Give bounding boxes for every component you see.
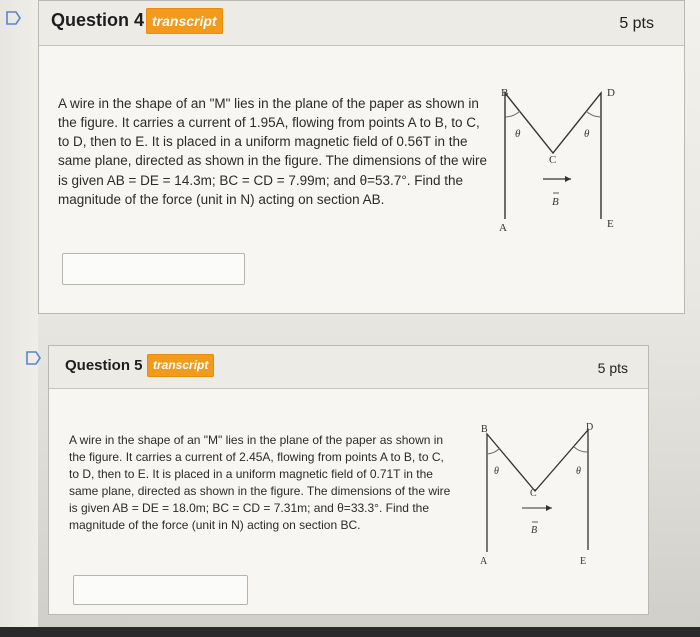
field-arrowhead [546,505,552,511]
text-line: A wire in the shape of an "M" lies in the plane of the paper as shown in [58,96,479,111]
text-line: magnitude of the force (unit in N) acting on section BC. [69,518,361,533]
transcript-badge[interactable]: transcript [146,8,223,34]
text-line: same plane, directed as shown in the figure. The dimensions of the wire [58,153,487,169]
question-card-4 [38,0,685,314]
label-b: B [481,424,488,435]
m-wire-figure [489,81,639,241]
label-d: D [607,87,615,99]
question-header [39,1,684,46]
screen-bezel [0,627,700,637]
label-b: B [501,87,509,99]
m-wire-figure [474,418,614,568]
text-line: to D, then to E. It is placed in a uniform magnetic field of 0.56T in the [58,134,468,150]
question-header [49,346,648,389]
question-title: Question 4 [51,10,145,30]
theta-arc-right [586,111,601,117]
label-e: E [580,556,587,567]
theta-arc-left [505,111,520,117]
label-a: A [499,222,507,234]
label-c: C [549,154,557,166]
question-card-5 [48,345,649,615]
text-line: is given AB = DE = 18.0m; BC = CD = 7.31m; and θ=33.3°. Find the [69,501,429,516]
label-e: E [607,218,614,230]
m-wire [487,430,588,552]
text-line: same plane, directed as shown in the figure. The dimensions of the wire [69,484,451,499]
theta-label-left: θ [515,128,521,140]
text-line: magnitude of the force (unit in N) acting on section AB. [58,191,385,207]
question-text [69,432,474,534]
theta-arc-left [487,448,500,454]
transcript-badge[interactable]: transcript [147,354,214,377]
theta-arc-right [574,447,588,452]
answer-input[interactable] [73,575,248,605]
label-a: A [480,556,488,567]
label-c: C [530,488,537,499]
text-line: is given AB = DE = 14.3m; BC = CD = 7.99m; and θ=53.7°. Find the [58,172,463,188]
text-line: the figure. It carries a current of 1.95A, flowing from points A to B, to C, [58,115,480,131]
answer-input[interactable] [62,253,245,285]
question-points: 5 pts [619,15,654,32]
question-title: Question 5 [65,357,143,374]
field-label: B [531,525,538,536]
theta-label-right: θ [576,466,581,477]
flag-icon[interactable] [5,11,21,25]
flag-icon[interactable] [25,351,41,365]
field-arrowhead [565,176,571,182]
question-points: 5 pts [597,360,628,376]
page-gutter [0,0,38,637]
label-d: D [586,422,594,433]
text-line: A wire in the shape of an "M" lies in the plane of the paper as shown in [69,433,444,447]
theta-label-right: θ [584,128,590,140]
text-line: the figure. It carries a current of 2.45A, flowing from points A to B, to C, [69,450,444,465]
theta-label-left: θ [494,466,499,477]
question-text [58,94,498,209]
field-label: B [552,196,559,208]
text-line: to D, then to E. It is placed in a uniform magnetic field of 0.71T in the [69,467,433,482]
